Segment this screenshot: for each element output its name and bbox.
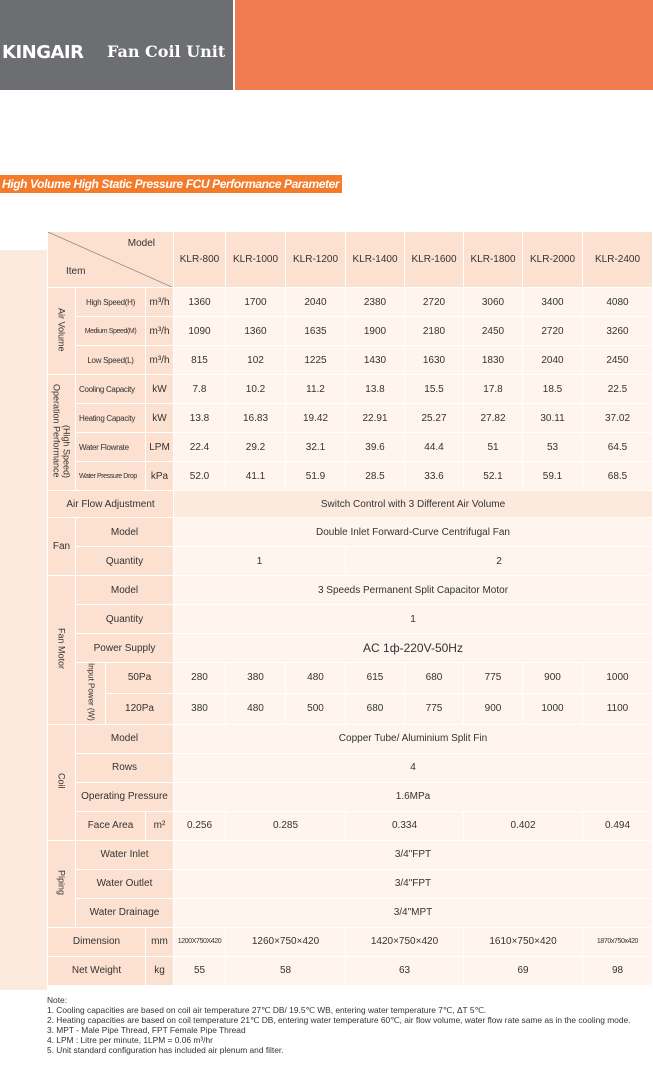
coil-model-value: Copper Tube/ Aluminium Split Fin	[174, 724, 653, 753]
table-row	[48, 491, 653, 518]
air-flow-adj-value: Switch Control with 3 Different Air Volume	[174, 491, 653, 518]
cell-net-weight: 55	[174, 956, 226, 985]
cell-pressure-drop: 28.5	[346, 462, 405, 491]
low-speed-label: Low Speed(L)	[76, 346, 146, 375]
heating-label: Heating Capacity	[76, 404, 146, 433]
cell-p120: 1000	[523, 693, 583, 724]
cell-low-speed: 2040	[523, 346, 583, 375]
table-row	[48, 782, 653, 811]
motor-group	[48, 576, 76, 725]
cell-dimension: 1610×750×420	[464, 927, 583, 956]
cell-heating: 22.91	[346, 404, 405, 433]
cell-medium-speed: 2450	[464, 317, 523, 346]
cell-p50: 615	[346, 663, 405, 694]
note-item: 1. Cooling capacities are based on coil air temperature 27℃ DB/ 19.5℃ WB, entering water temperature 7℃, ΔT 5℃.	[47, 1005, 487, 1015]
unit-lpm: LPM	[146, 433, 174, 462]
note-item: 4. LPM : Litre per minute, 1LPM = 0.06 m³/hr	[47, 1035, 213, 1045]
cell-p50: 380	[226, 663, 286, 694]
model-header-1: KLR-1000	[226, 232, 286, 288]
cell-medium-speed: 3260	[583, 317, 653, 346]
table-row	[48, 346, 653, 375]
medium-speed-label: Medium Speed(M)	[76, 317, 146, 346]
cell-high-speed: 3060	[464, 288, 523, 317]
rows-value: 4	[174, 753, 653, 782]
table-row	[48, 288, 653, 317]
cell-high-speed: 2720	[405, 288, 464, 317]
cell-pressure-drop: 68.5	[583, 462, 653, 491]
cell-medium-speed: 1635	[286, 317, 346, 346]
water-inlet-label: Water Inlet	[76, 840, 174, 869]
unit-m3h: m³/h	[146, 346, 174, 375]
table-row	[48, 433, 653, 462]
model-header-6: KLR-2000	[523, 232, 583, 288]
cell-p50: 480	[286, 663, 346, 694]
p120-label: 120Pa	[106, 693, 174, 724]
cell-cooling: 10.2	[226, 375, 286, 404]
unit-m3h: m³/h	[146, 288, 174, 317]
fan-group-label: Fan	[48, 518, 76, 576]
table-row	[48, 927, 653, 956]
fan-qty-value: 2	[346, 547, 653, 576]
motor-group-label: Fan Motor	[56, 627, 67, 669]
corner-model-label: Model	[127, 238, 155, 249]
cell-p50: 900	[523, 663, 583, 694]
dimension-label: Dimension	[48, 927, 146, 956]
cell-pressure-drop: 33.6	[405, 462, 464, 491]
cell-flowrate: 51	[464, 433, 523, 462]
table-row	[48, 811, 653, 840]
cell-low-speed: 102	[226, 346, 286, 375]
input-power-label: Input Power (W)	[86, 663, 96, 721]
piping-group-label: Piping	[56, 869, 67, 895]
cell-net-weight: 63	[346, 956, 464, 985]
corner-item-label: Item	[66, 266, 86, 277]
brand-logo: KINGAIR	[2, 42, 84, 63]
cell-p120: 775	[405, 693, 464, 724]
fan-qty-value: 1	[174, 547, 346, 576]
cell-low-speed: 1630	[405, 346, 464, 375]
cell-p120: 680	[346, 693, 405, 724]
model-header-3: KLR-1400	[346, 232, 405, 288]
cell-flowrate: 44.4	[405, 433, 464, 462]
unit-kpa: kPa	[146, 462, 174, 491]
cell-medium-speed: 1360	[226, 317, 286, 346]
cell-low-speed: 815	[174, 346, 226, 375]
cell-face-area: 0.494	[583, 811, 653, 840]
cell-high-speed: 4080	[583, 288, 653, 317]
cell-p50: 775	[464, 663, 523, 694]
cell-face-area: 0.256	[174, 811, 226, 840]
cell-heating: 19.42	[286, 404, 346, 433]
operation-group	[48, 375, 76, 491]
table-row	[48, 634, 653, 663]
model-header-5: KLR-1800	[464, 232, 523, 288]
power-supply-value: AC 1ф-220V-50Hz	[174, 634, 653, 663]
cell-dimension: 1870x750x420	[583, 927, 653, 956]
spec-table	[47, 231, 653, 986]
cell-heating: 30.11	[523, 404, 583, 433]
motor-qty-label: Quantity	[76, 605, 174, 634]
unit-kw: kW	[146, 404, 174, 433]
table-row	[48, 693, 653, 724]
cell-flowrate: 22.4	[174, 433, 226, 462]
high-speed-label: High Speed(H)	[76, 288, 146, 317]
cell-dimension: 1420×750×420	[346, 927, 464, 956]
note-item: 5. Unit standard configuration has included air plenum and filter.	[47, 1045, 284, 1055]
cell-pressure-drop: 52.1	[464, 462, 523, 491]
face-area-label: Face Area	[76, 811, 146, 840]
cell-heating: 16.83	[226, 404, 286, 433]
unit-kw: kW	[146, 375, 174, 404]
cell-face-area: 0.285	[226, 811, 346, 840]
table-row	[48, 518, 653, 547]
cell-heating: 37.02	[583, 404, 653, 433]
notes-title: Note:	[47, 995, 68, 1005]
water-outlet-value: 3/4"FPT	[174, 869, 653, 898]
water-inlet-value: 3/4"FPT	[174, 840, 653, 869]
table-row	[48, 317, 653, 346]
motor-qty-value: 1	[174, 605, 653, 634]
cell-p50: 280	[174, 663, 226, 694]
cell-heating: 13.8	[174, 404, 226, 433]
cell-flowrate: 53	[523, 433, 583, 462]
power-supply-label: Power Supply	[76, 634, 174, 663]
table-row	[48, 404, 653, 433]
table-row	[48, 547, 653, 576]
coil-group	[48, 724, 76, 840]
motor-model-value: 3 Speeds Permanent Split Capacitor Motor	[174, 576, 653, 605]
cell-heating: 25.27	[405, 404, 464, 433]
air-volume-label: Air Volume	[56, 307, 67, 352]
high-speed-group-label: (High Speed)	[61, 424, 72, 478]
model-header-7: KLR-2400	[583, 232, 653, 288]
cell-low-speed: 1430	[346, 346, 405, 375]
table-row	[48, 576, 653, 605]
cell-pressure-drop: 59.1	[523, 462, 583, 491]
cell-flowrate: 32.1	[286, 433, 346, 462]
cell-high-speed: 2380	[346, 288, 405, 317]
cell-net-weight: 98	[583, 956, 653, 985]
header-orange-band	[235, 0, 653, 90]
cell-pressure-drop: 51.9	[286, 462, 346, 491]
fan-qty-label: Quantity	[76, 547, 174, 576]
air-flow-adj-label: Air Flow Adjustment	[48, 491, 174, 518]
cell-p50: 680	[405, 663, 464, 694]
cooling-label: Cooling Capacity	[76, 375, 146, 404]
cell-medium-speed: 1900	[346, 317, 405, 346]
unit-m3h: m³/h	[146, 317, 174, 346]
cell-p120: 900	[464, 693, 523, 724]
coil-model-label: Model	[76, 724, 174, 753]
table-row	[48, 956, 653, 985]
cell-high-speed: 1360	[174, 288, 226, 317]
cell-p120: 1100	[583, 693, 653, 724]
cell-cooling: 13.8	[346, 375, 405, 404]
cell-net-weight: 69	[464, 956, 583, 985]
rows-label: Rows	[76, 753, 174, 782]
product-title: Fan Coil Unit	[107, 42, 226, 61]
note-item: 2. Heating capacities are based on coil temperature 21℃ DB, entering water temperature 60℃, air flow volume, water flow rate same as in the cooling mode.	[47, 1015, 631, 1025]
model-header-2: KLR-1200	[286, 232, 346, 288]
unit-kg: kg	[146, 956, 174, 985]
table-row	[48, 375, 653, 404]
cell-net-weight: 58	[226, 956, 346, 985]
notes-section	[47, 995, 651, 1055]
operation-label: Operation Performance	[51, 384, 62, 478]
input-power-group	[76, 663, 106, 725]
net-weight-label: Net Weight	[48, 956, 146, 985]
cell-face-area: 0.334	[346, 811, 464, 840]
op-pressure-value: 1.6MPa	[174, 782, 653, 811]
pressure-drop-label: Water Pressure Drop	[76, 462, 146, 491]
cell-cooling: 11.2	[286, 375, 346, 404]
table-row	[48, 869, 653, 898]
cell-pressure-drop: 41.1	[226, 462, 286, 491]
op-pressure-label: Operating Pressure	[76, 782, 174, 811]
flowrate-label: Water Flowrate	[76, 433, 146, 462]
table-row	[48, 605, 653, 634]
table-row	[48, 462, 653, 491]
cell-high-speed: 1700	[226, 288, 286, 317]
fan-model-value: Double Inlet Forward-Curve Centrifugal Fan	[174, 518, 653, 547]
cell-cooling: 17.8	[464, 375, 523, 404]
corner-cell	[48, 232, 174, 288]
cell-dimension: 1200X750X420	[174, 927, 226, 956]
cell-cooling: 22.5	[583, 375, 653, 404]
cell-flowrate: 29.2	[226, 433, 286, 462]
cell-heating: 27.82	[464, 404, 523, 433]
table-header-row	[48, 232, 653, 288]
cell-cooling: 18.5	[523, 375, 583, 404]
cell-p120: 500	[286, 693, 346, 724]
cell-high-speed: 3400	[523, 288, 583, 317]
cell-p120: 480	[226, 693, 286, 724]
cell-cooling: 7.8	[174, 375, 226, 404]
water-outlet-label: Water Outlet	[76, 869, 174, 898]
unit-mm: mm	[146, 927, 174, 956]
side-decoration-band	[0, 250, 47, 990]
table-row	[48, 840, 653, 869]
cell-p120: 380	[174, 693, 226, 724]
water-drainage-label: Water Drainage	[76, 898, 174, 927]
cell-medium-speed: 2720	[523, 317, 583, 346]
air-volume-group	[48, 288, 76, 375]
table-row	[48, 663, 653, 694]
fan-model-label: Model	[76, 518, 174, 547]
coil-group-label: Coil	[56, 773, 67, 789]
p50-label: 50Pa	[106, 663, 174, 694]
cell-flowrate: 39.6	[346, 433, 405, 462]
piping-group	[48, 840, 76, 927]
motor-model-label: Model	[76, 576, 174, 605]
table-row	[48, 724, 653, 753]
model-header-4: KLR-1600	[405, 232, 464, 288]
cell-face-area: 0.402	[464, 811, 583, 840]
cell-high-speed: 2040	[286, 288, 346, 317]
cell-p50: 1000	[583, 663, 653, 694]
section-title: High Volume High Static Pressure FCU Performance Parameter	[0, 175, 342, 193]
model-header-0: KLR-800	[174, 232, 226, 288]
table-row	[48, 753, 653, 782]
cell-medium-speed: 2180	[405, 317, 464, 346]
cell-medium-speed: 1090	[174, 317, 226, 346]
cell-low-speed: 2450	[583, 346, 653, 375]
cell-cooling: 15.5	[405, 375, 464, 404]
cell-pressure-drop: 52.0	[174, 462, 226, 491]
water-drainage-value: 3/4"MPT	[174, 898, 653, 927]
cell-low-speed: 1225	[286, 346, 346, 375]
unit-m2: m²	[146, 811, 174, 840]
table-row	[48, 898, 653, 927]
cell-low-speed: 1830	[464, 346, 523, 375]
cell-flowrate: 64.5	[583, 433, 653, 462]
note-item: 3. MPT - Male Pipe Thread, FPT Female Pipe Thread	[47, 1025, 246, 1035]
cell-dimension: 1260×750×420	[226, 927, 346, 956]
